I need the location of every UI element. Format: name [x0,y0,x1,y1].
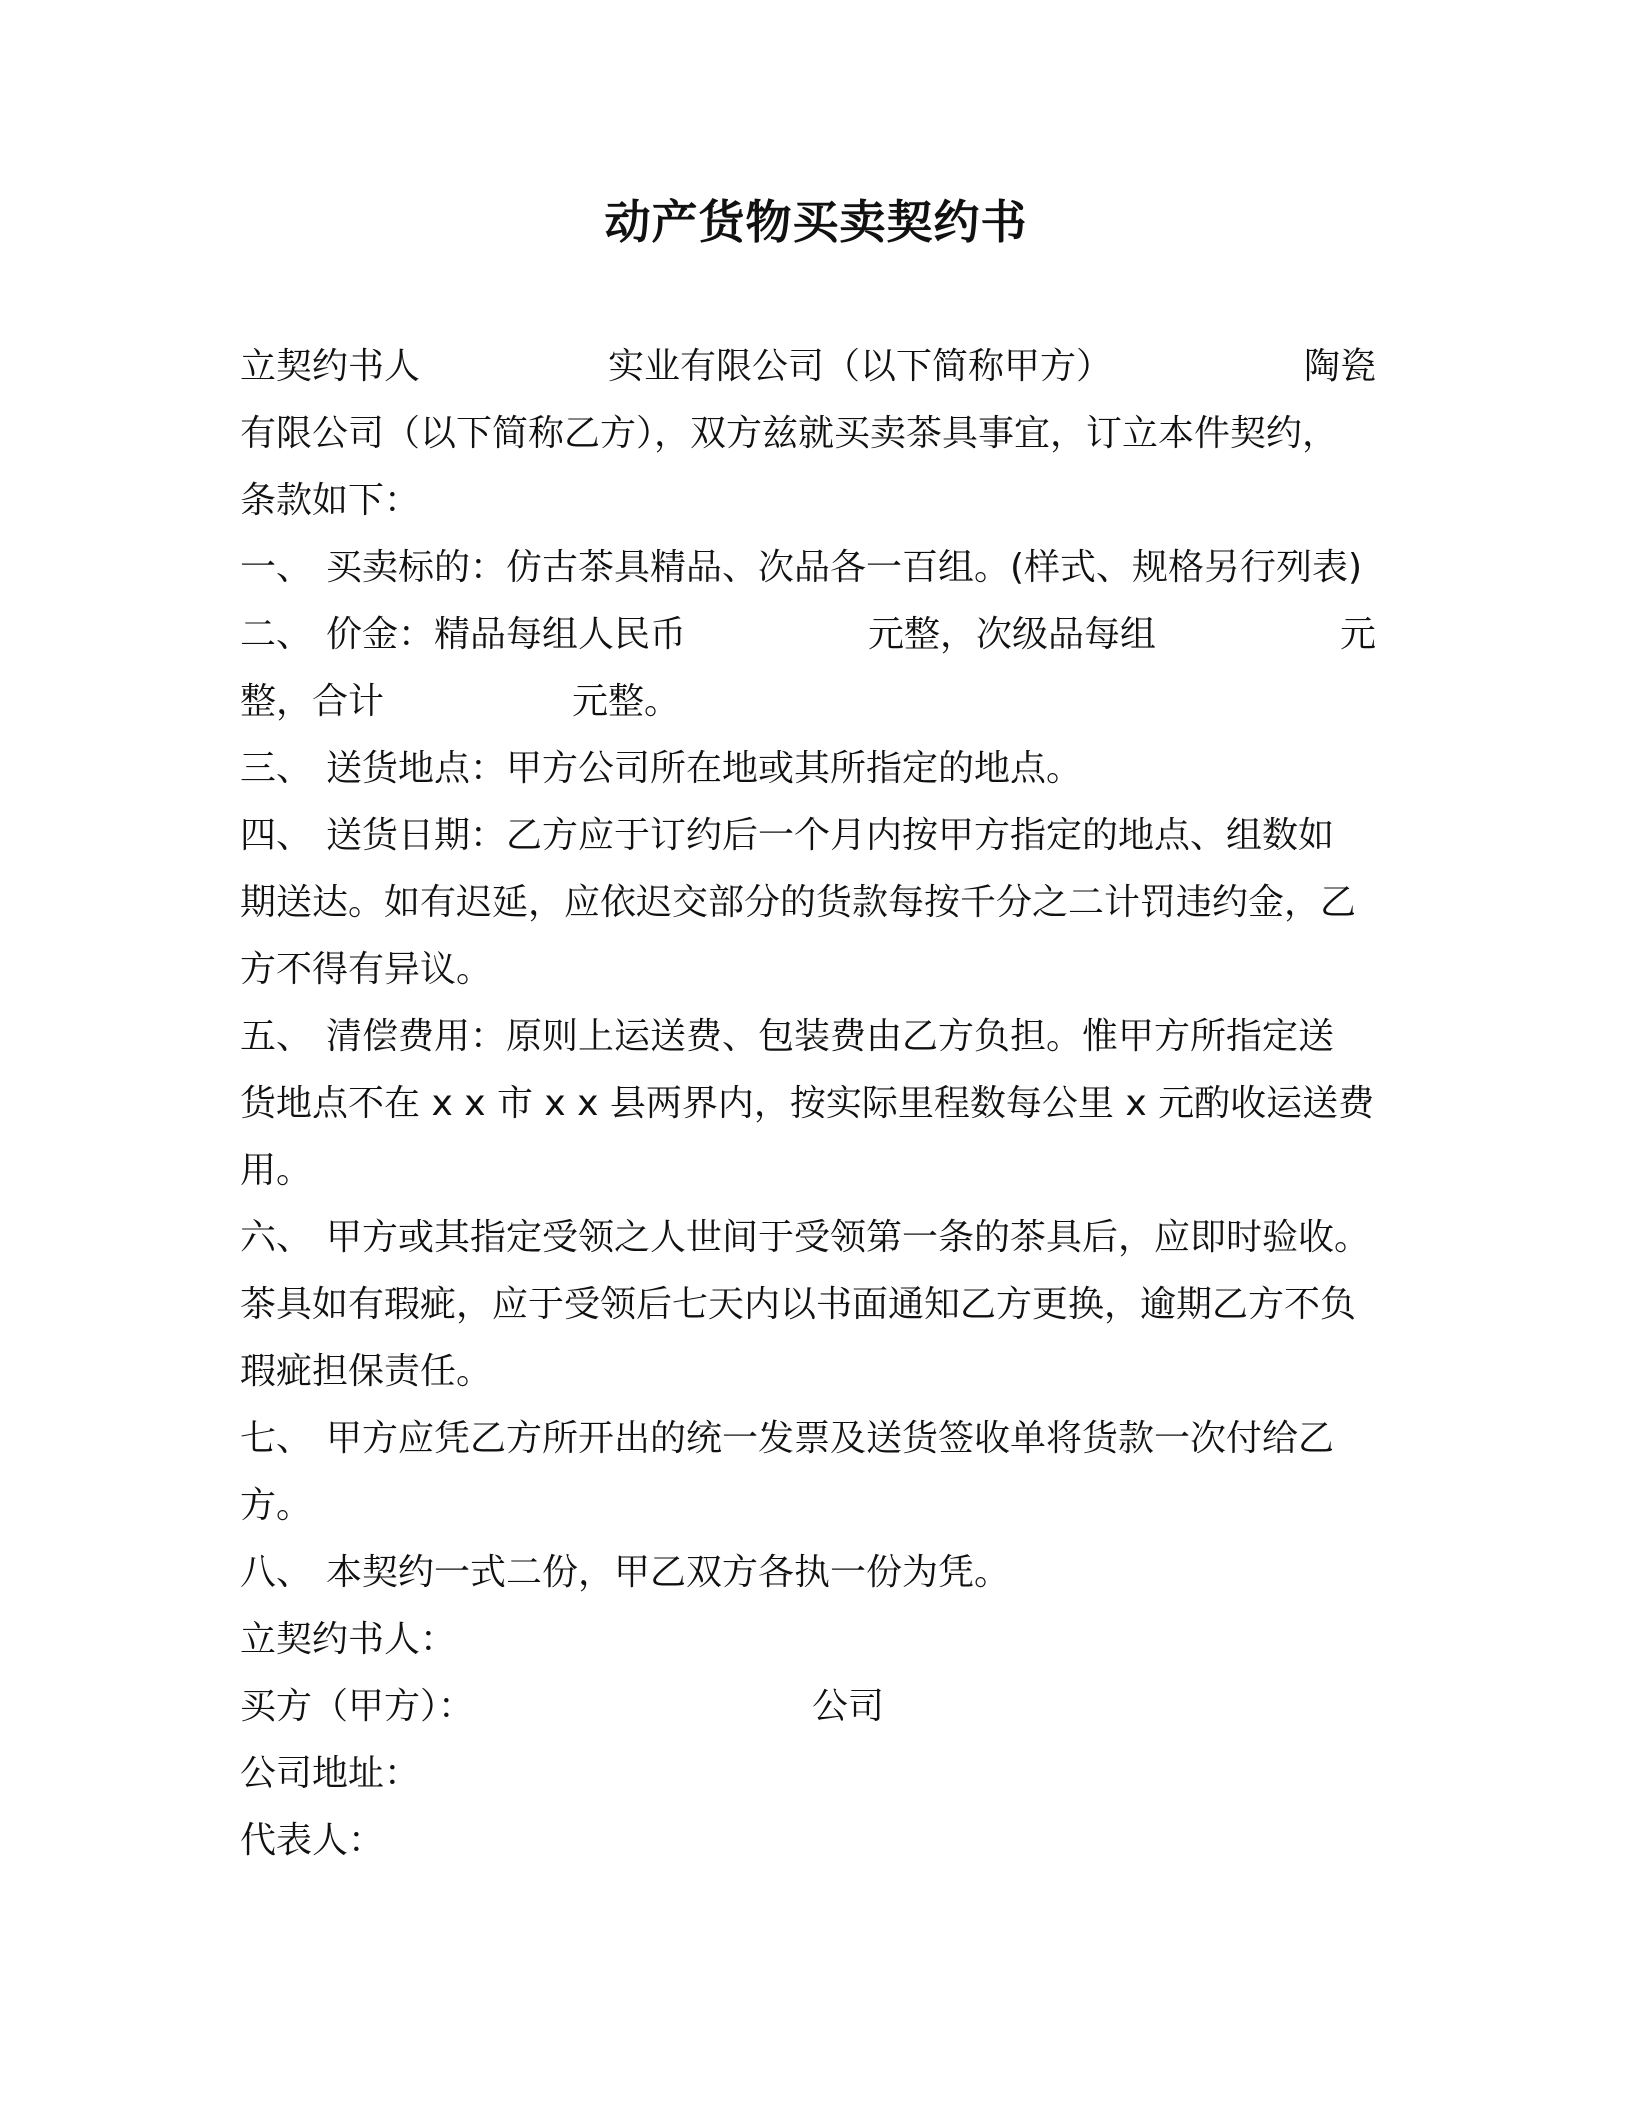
document-title: 动产货物买卖契约书 [604,195,1028,249]
clause-2-price-mid: 元整，次级品每组 [868,614,1157,655]
representative-label: 代表人： [240,1820,385,1861]
clause-6-line-2: 茶具如有瑕疵，应于受领后七天内以书面通知乙方更换，逾期乙方不负 [240,1284,1357,1325]
clause-5-number: 五、 [240,1016,313,1057]
clause-2-total-label: 整，合计 [240,681,385,722]
clause-8 [240,1548,1010,1598]
clause-2-total-end: 元整。 [572,681,681,722]
clause-5-line-1 [240,1012,1334,1062]
clause-5-line-2: 货地点不在 x x 市 x x 县两界内，按实际里程数每公里 x 元酌收运送费 [240,1083,1375,1124]
clause-1 [240,543,1362,593]
intro-party-label: 立契约书人 [240,346,421,387]
clause-7-line-1 [240,1414,1334,1464]
company-address-label: 公司地址： [240,1753,421,1794]
intro-line-3: 条款如下： [240,480,421,521]
clause-4-line-3: 方不得有异议。 [240,949,493,990]
clause-3-number: 三、 [240,748,313,789]
clause-5-line-3: 用。 [240,1150,313,1191]
buyer-label: 买方（甲方）： [240,1686,475,1727]
clause-2-line-1 [240,610,686,660]
clause-6-number: 六、 [240,1217,313,1258]
clause-1-number: 一、 [240,547,313,588]
clause-4-line-1 [240,811,1334,861]
clause-4-text-1: 送货日期：乙方应于订约后一个月内按甲方指定的地点、组数如 [326,815,1335,856]
clause-6-line-1 [240,1213,1370,1263]
clause-6-line-3: 瑕疵担保责任。 [240,1351,493,1392]
clause-4-number: 四、 [240,815,313,856]
signature-header: 立契约书人： [240,1619,457,1660]
clause-6-text-1: 甲方或其指定受领之人世间于受领第一条的茶具后，应即时验收。 [326,1217,1371,1258]
intro-party-a: 实业有限公司（以下简称甲方） [608,346,1113,387]
clause-2-number: 二、 [240,614,313,655]
clause-8-number: 八、 [240,1552,313,1593]
clause-2-price-end: 元 [1340,614,1377,655]
buyer-company-suffix: 公司 [812,1686,885,1727]
intro-line-2: 有限公司（以下简称乙方），双方兹就买卖茶具事宜，订立本件契约， [240,413,1339,454]
clause-3-text: 送货地点：甲方公司所在地或其所指定的地点。 [326,748,1083,789]
clause-1-text: 买卖标的：仿古茶具精品、次品各一百组。(样式、规格另行列表) [326,547,1363,588]
intro-party-b-prefix: 陶瓷 [1304,346,1377,387]
clause-7-number: 七、 [240,1418,313,1459]
clause-7-text-1: 甲方应凭乙方所开出的统一发票及送货签收单将货款一次付给乙 [326,1418,1335,1459]
clause-3 [240,744,1082,794]
clause-2-price-label: 价金：精品每组人民币 [326,614,687,655]
clause-8-text: 本契约一式二份，甲乙双方各执一份为凭。 [326,1552,1011,1593]
clause-7-line-2: 方。 [240,1485,313,1526]
clause-5-text-1: 清偿费用：原则上运送费、包装费由乙方负担。惟甲方所指定送 [326,1016,1335,1057]
clause-4-line-2: 期送达。如有迟延，应依迟交部分的货款每按千分之二计罚违约金，乙 [240,882,1357,923]
